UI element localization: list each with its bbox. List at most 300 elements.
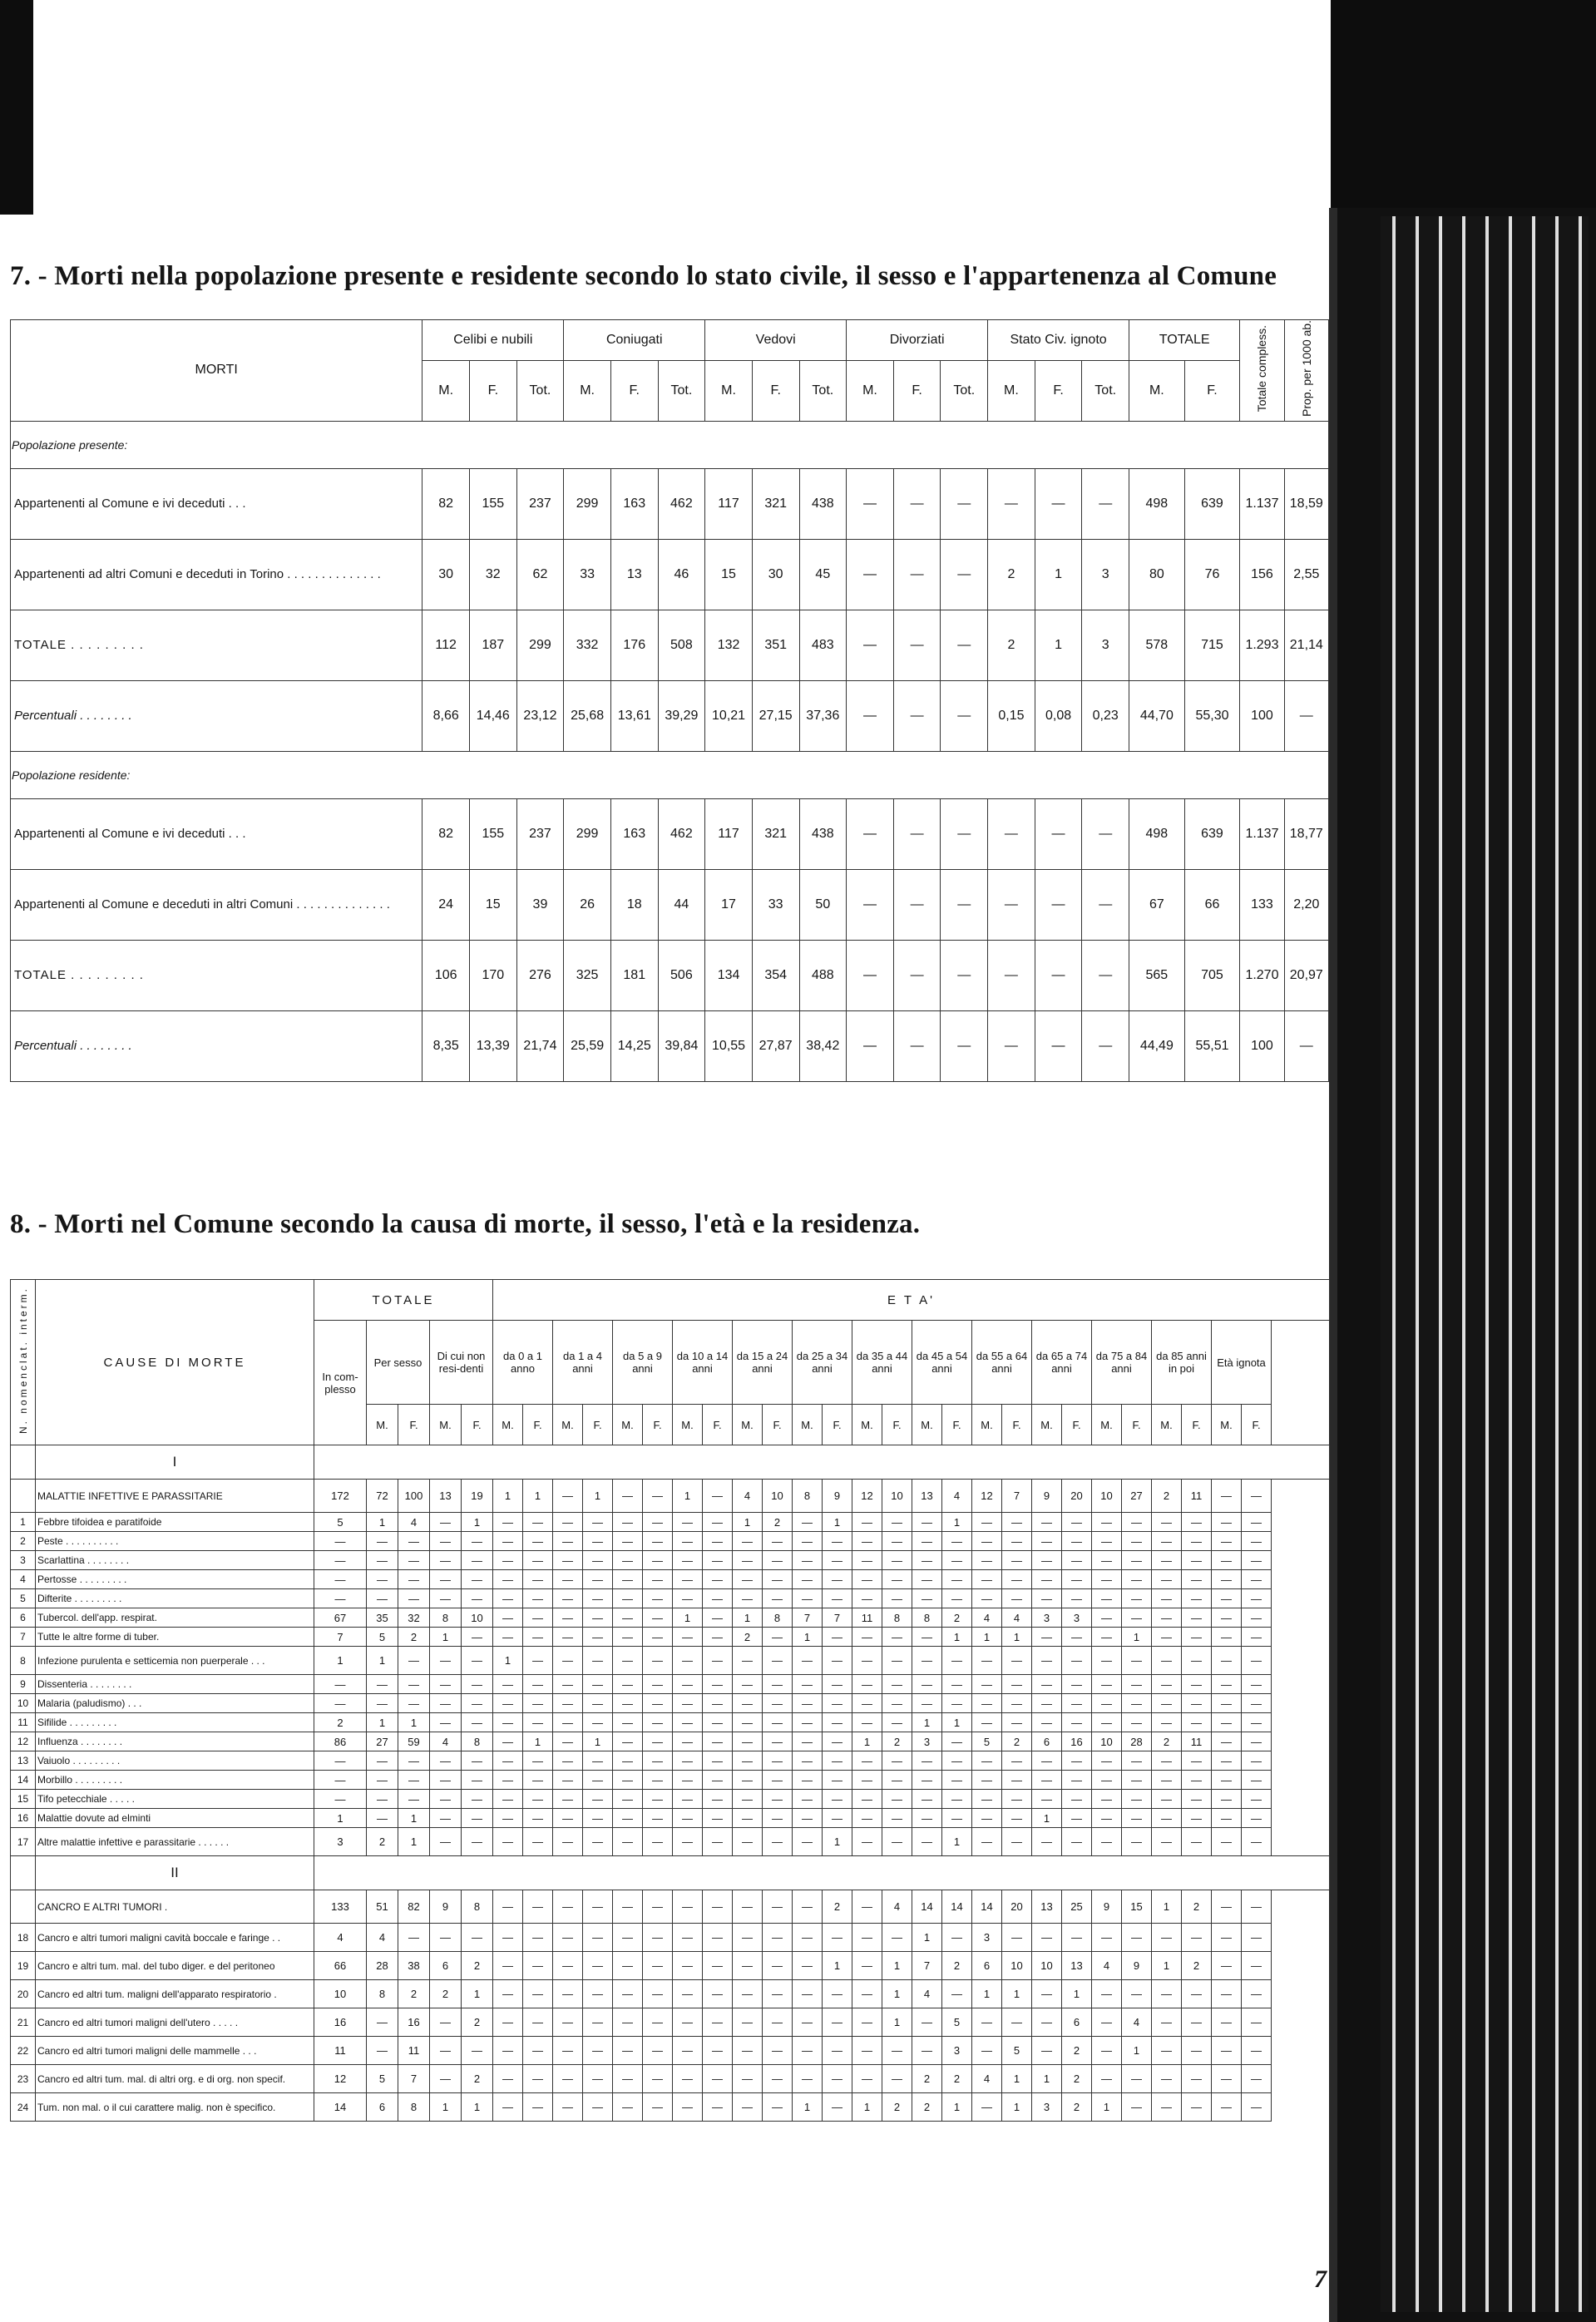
value-cell: 8 (462, 1732, 493, 1751)
column-group-header: Vedovi (705, 320, 847, 361)
value-cell: — (942, 1790, 972, 1809)
value-cell: — (398, 1694, 430, 1713)
page-edge (1329, 208, 1337, 2322)
value-cell: 4 (942, 1480, 972, 1513)
value-cell: — (882, 1924, 912, 1952)
value-cell: 1 (912, 1924, 942, 1952)
value-cell: — (972, 2037, 1002, 2065)
value-cell: — (462, 1924, 493, 1952)
value-cell: — (462, 1532, 493, 1551)
value-cell: 2 (733, 1628, 763, 1647)
value-cell: 1 (367, 1713, 398, 1732)
row-label: Percentuali . . . . . . . . (11, 1010, 422, 1081)
value-cell: 8,66 (422, 680, 470, 751)
value-cell: 321 (752, 468, 799, 539)
value-cell: — (1212, 1532, 1242, 1551)
value-cell: 55,30 (1184, 680, 1240, 751)
table-row (11, 1647, 1330, 1675)
value-cell: 82 (422, 468, 470, 539)
column-header-f: F. (398, 1405, 430, 1445)
value-cell: — (852, 1809, 882, 1828)
total-cell: 4 (314, 1924, 367, 1952)
value-cell: 2 (763, 1513, 793, 1532)
value-cell: — (893, 539, 941, 610)
value-cell: — (1032, 1751, 1062, 1771)
total-cell: 3 (314, 1828, 367, 1856)
value-cell: — (613, 1828, 643, 1856)
value-cell: — (733, 1570, 763, 1589)
column-subheader: F. (1035, 361, 1082, 422)
value-cell: — (1032, 1551, 1062, 1570)
value-cell: — (1092, 1532, 1122, 1551)
value-cell: 8 (793, 1480, 823, 1513)
value-cell: — (1182, 1532, 1212, 1551)
value-cell: — (430, 1513, 462, 1532)
value-cell: — (430, 1647, 462, 1675)
value-cell: 3 (1082, 539, 1129, 610)
value-cell: — (823, 1980, 852, 2008)
value-cell: — (462, 1551, 493, 1570)
value-cell: 639 (1184, 798, 1240, 869)
value-cell: 1 (430, 1628, 462, 1647)
value-cell: — (553, 1890, 583, 1924)
value-cell: — (1082, 940, 1129, 1010)
table-row (11, 1628, 1330, 1647)
value-cell: — (1002, 1532, 1032, 1551)
value-cell: — (882, 1809, 912, 1828)
value-cell: — (493, 1628, 523, 1647)
value-cell: — (988, 1010, 1035, 1081)
value-cell: — (733, 1828, 763, 1856)
value-cell: 17 (705, 869, 753, 940)
value-cell: — (1082, 1010, 1129, 1081)
value-cell: — (553, 1790, 583, 1809)
value-cell: — (852, 1924, 882, 1952)
value-cell: — (493, 1532, 523, 1551)
value-cell: 14 (972, 1890, 1002, 1924)
value-cell: — (1182, 1551, 1212, 1570)
value-cell: — (673, 1771, 703, 1790)
value-cell: 44,49 (1129, 1010, 1185, 1081)
value-cell: — (673, 1713, 703, 1732)
value-cell: 1 (942, 2093, 972, 2122)
table-row (11, 1751, 1330, 1771)
value-cell: — (673, 1675, 703, 1694)
row-label: Tutte le altre forme di tuber. (36, 1628, 314, 1647)
row-number: 21 (11, 2008, 36, 2037)
value-cell: — (1152, 2093, 1182, 2122)
row-label: Influenza . . . . . . . . (36, 1732, 314, 1751)
value-cell: — (1212, 1675, 1242, 1694)
value-cell: — (1092, 1924, 1122, 1952)
value-cell: 1 (852, 2093, 882, 2122)
value-cell: — (1122, 1589, 1152, 1608)
group-row (11, 1856, 1330, 1890)
value-cell: — (1062, 1589, 1092, 1608)
value-cell: 3 (1032, 2093, 1062, 2122)
value-cell: 14 (942, 1890, 972, 1924)
value-cell: — (493, 1675, 523, 1694)
value-cell: 325 (564, 940, 611, 1010)
value-cell: — (852, 1570, 882, 1589)
section-row (11, 421, 1329, 468)
value-cell: — (430, 1694, 462, 1713)
value-cell: — (493, 1952, 523, 1980)
table-row (11, 869, 1329, 940)
column-header-m: M. (493, 1405, 523, 1445)
value-cell: — (553, 1952, 583, 1980)
value-cell: — (763, 2093, 793, 2122)
value-cell: — (673, 1790, 703, 1809)
value-cell: 66 (1184, 869, 1240, 940)
value-cell: — (793, 2008, 823, 2037)
value-cell: — (1182, 1751, 1212, 1771)
value-cell: — (1122, 1551, 1152, 1570)
value-cell: — (1002, 1790, 1032, 1809)
value-cell: — (673, 1532, 703, 1551)
value-cell: — (1212, 2093, 1242, 2122)
value-cell: 498 (1129, 468, 1185, 539)
value-cell: 438 (799, 468, 847, 539)
total-cell: 2 (314, 1713, 367, 1732)
value-cell: — (523, 1751, 553, 1771)
value-cell: — (1092, 2065, 1122, 2093)
value-cell: — (643, 1480, 673, 1513)
value-cell: — (763, 1551, 793, 1570)
value-cell: — (553, 1589, 583, 1608)
value-cell: 2 (462, 1952, 493, 1980)
value-cell: — (793, 2037, 823, 2065)
value-cell: — (1062, 1713, 1092, 1732)
value-cell: 2 (1062, 2037, 1092, 2065)
table-row (11, 1675, 1330, 1694)
total-cell: 5 (314, 1513, 367, 1532)
value-cell: 9 (430, 1890, 462, 1924)
value-cell: — (793, 1513, 823, 1532)
row-number: 17 (11, 1828, 36, 1856)
value-cell: 38 (398, 1952, 430, 1980)
value-cell: 18 (610, 869, 658, 940)
value-cell: — (673, 1513, 703, 1532)
column-header-f: F. (1182, 1405, 1212, 1445)
value-cell: — (823, 1628, 852, 1647)
value-cell: — (1122, 1771, 1152, 1790)
value-cell: — (523, 1790, 553, 1809)
value-cell: 35 (367, 1608, 398, 1628)
value-cell: 5 (942, 2008, 972, 2037)
value-cell: 1 (882, 1980, 912, 2008)
value-cell: — (523, 1828, 553, 1856)
column-header-f: F. (942, 1405, 972, 1445)
value-cell: — (972, 1771, 1002, 1790)
value-cell: 276 (516, 940, 564, 1010)
value-cell: — (583, 1628, 613, 1647)
value-cell: — (493, 2008, 523, 2037)
value-cell: — (763, 1952, 793, 1980)
row-label: CANCRO E ALTRI TUMORI . (36, 1890, 314, 1924)
value-cell: 2 (1062, 2093, 1092, 2122)
value-cell: — (583, 1771, 613, 1790)
value-cell: 14,46 (469, 680, 516, 751)
table-row (11, 539, 1329, 610)
value-cell: — (733, 1647, 763, 1675)
value-cell: — (912, 1570, 942, 1589)
total-cell: — (314, 1532, 367, 1551)
value-cell: — (763, 2008, 793, 2037)
value-cell: — (1062, 1751, 1092, 1771)
value-cell: — (613, 1647, 643, 1675)
value-cell: — (988, 940, 1035, 1010)
value-cell: — (793, 1924, 823, 1952)
value-cell: 1.270 (1240, 940, 1284, 1010)
row-label: Difterite . . . . . . . . . (36, 1589, 314, 1608)
value-cell: 2 (1062, 2065, 1092, 2093)
value-cell: 27 (1122, 1480, 1152, 1513)
value-cell: — (1152, 1675, 1182, 1694)
value-cell: — (1242, 1551, 1272, 1570)
row-label: TOTALE . . . . . . . . . (11, 610, 422, 680)
value-cell: 8 (398, 2093, 430, 2122)
column-header-age-group: da 65 a 74 anni (1032, 1321, 1092, 1405)
value-cell: — (703, 2093, 733, 2122)
table-row (11, 2037, 1330, 2065)
row-number: 24 (11, 2093, 36, 2122)
value-cell: — (1242, 1675, 1272, 1694)
row-number: 22 (11, 2037, 36, 2065)
value-cell: — (852, 1952, 882, 1980)
value-cell: — (583, 1589, 613, 1608)
value-cell: 10 (1032, 1952, 1062, 1980)
value-cell: — (972, 1551, 1002, 1570)
value-cell: — (583, 2008, 613, 2037)
column-header-age-group: da 25 a 34 anni (793, 1321, 852, 1405)
column-subheader: M. (847, 361, 894, 422)
value-cell: — (553, 1980, 583, 2008)
value-cell: 10 (763, 1480, 793, 1513)
value-cell: — (972, 2008, 1002, 2037)
total-cell: 10 (314, 1980, 367, 2008)
value-cell: — (398, 1790, 430, 1809)
value-cell: 1 (882, 1952, 912, 1980)
value-cell: — (673, 1924, 703, 1952)
column-header-prop (1284, 320, 1328, 422)
value-cell: — (643, 1589, 673, 1608)
value-cell: — (613, 2093, 643, 2122)
value-cell: — (703, 1532, 733, 1551)
table-row (11, 1890, 1330, 1924)
value-cell: — (1092, 1551, 1122, 1570)
total-cell: — (314, 1570, 367, 1589)
value-cell: — (523, 2093, 553, 2122)
value-cell: 0,23 (1082, 680, 1129, 751)
value-cell: — (823, 2008, 852, 2037)
value-cell: 1.137 (1240, 468, 1284, 539)
value-cell: — (1242, 1980, 1272, 2008)
value-cell: 2 (430, 1980, 462, 2008)
value-cell: — (398, 1589, 430, 1608)
value-cell: 11 (1182, 1480, 1212, 1513)
value-cell: 1 (673, 1480, 703, 1513)
value-cell: — (1242, 1828, 1272, 1856)
value-cell: — (1212, 1628, 1242, 1647)
value-cell: — (583, 1570, 613, 1589)
table8-title: 8. - Morti nel Comune secondo la causa di morte, il sesso, l'età e la residenza. (10, 1209, 921, 1239)
total-cell: 7 (314, 1628, 367, 1647)
row-number: 19 (11, 1952, 36, 1980)
value-cell: — (493, 2065, 523, 2093)
value-cell: — (367, 2037, 398, 2065)
total-cell: 1 (314, 1809, 367, 1828)
value-cell: — (1035, 940, 1082, 1010)
value-cell: — (583, 2065, 613, 2093)
value-cell: 4 (1122, 2008, 1152, 2037)
value-cell: — (398, 1570, 430, 1589)
value-cell: — (847, 680, 894, 751)
total-cell: — (314, 1694, 367, 1713)
value-cell: 155 (469, 798, 516, 869)
value-cell: — (703, 1675, 733, 1694)
value-cell: — (583, 1647, 613, 1675)
value-cell: 39,84 (658, 1010, 705, 1081)
value-cell: — (1002, 1589, 1032, 1608)
value-cell: — (1092, 1790, 1122, 1809)
value-cell: — (1212, 1570, 1242, 1589)
value-cell: 1 (793, 1628, 823, 1647)
value-cell: 237 (516, 798, 564, 869)
value-cell: — (793, 1694, 823, 1713)
value-cell: — (1092, 1608, 1122, 1628)
column-header-f: F. (462, 1405, 493, 1445)
value-cell: 578 (1129, 610, 1185, 680)
value-cell: — (972, 1589, 1002, 1608)
value-cell: 1 (972, 1628, 1002, 1647)
value-cell: — (493, 2093, 523, 2122)
value-cell: — (1212, 1551, 1242, 1570)
value-cell: — (703, 1589, 733, 1608)
column-subheader: F. (469, 361, 516, 422)
value-cell: 18,59 (1284, 468, 1328, 539)
value-cell: — (1032, 1647, 1062, 1675)
table8 (10, 1279, 1330, 2122)
value-cell: — (613, 1551, 643, 1570)
value-cell: — (553, 1924, 583, 1952)
value-cell: 1 (398, 1828, 430, 1856)
row-number: 2 (11, 1532, 36, 1551)
value-cell: 25,59 (564, 1010, 611, 1081)
value-cell: — (1062, 1809, 1092, 1828)
value-cell: — (613, 1513, 643, 1532)
value-cell: — (793, 1570, 823, 1589)
value-cell: — (763, 1628, 793, 1647)
value-cell: — (912, 1513, 942, 1532)
value-cell: — (733, 1732, 763, 1751)
value-cell: — (823, 1647, 852, 1675)
value-cell: — (1092, 1589, 1122, 1608)
value-cell: — (1062, 1694, 1092, 1713)
value-cell: 51 (367, 1890, 398, 1924)
column-header-age-group: da 75 a 84 anni (1092, 1321, 1152, 1405)
value-cell: — (852, 1532, 882, 1551)
value-cell: — (613, 1732, 643, 1751)
value-cell: 1 (942, 1513, 972, 1532)
value-cell: — (367, 1809, 398, 1828)
value-cell: 2 (462, 2008, 493, 2037)
value-cell: — (823, 1675, 852, 1694)
value-cell: — (847, 798, 894, 869)
value-cell: — (1002, 2008, 1032, 2037)
column-subheader: Tot. (516, 361, 564, 422)
value-cell: — (673, 2065, 703, 2093)
value-cell: — (613, 1675, 643, 1694)
column-header-m: M. (1032, 1405, 1062, 1445)
value-cell: — (1002, 1694, 1032, 1713)
value-cell: — (942, 1694, 972, 1713)
value-cell: 10 (1092, 1480, 1122, 1513)
value-cell: 117 (705, 468, 753, 539)
value-cell: 13,39 (469, 1010, 516, 1081)
value-cell: 25,68 (564, 680, 611, 751)
table-row (11, 1570, 1330, 1589)
value-cell: 23,12 (516, 680, 564, 751)
value-cell: 2 (823, 1890, 852, 1924)
value-cell: 1 (1002, 2065, 1032, 2093)
column-header-age-group: da 55 a 64 anni (972, 1321, 1032, 1405)
row-number: 12 (11, 1732, 36, 1751)
value-cell: — (703, 2065, 733, 2093)
value-cell: — (733, 1809, 763, 1828)
page-stack-edges (1381, 216, 1589, 2312)
value-cell: — (1122, 1513, 1152, 1532)
value-cell: — (1212, 1513, 1242, 1532)
value-cell: — (553, 1647, 583, 1675)
value-cell: — (852, 2065, 882, 2093)
value-cell: — (493, 1551, 523, 1570)
value-cell: — (613, 1694, 643, 1713)
column-header-age-group: Età ignota (1212, 1321, 1272, 1405)
value-cell: — (793, 1952, 823, 1980)
value-cell: 4 (912, 1980, 942, 2008)
value-cell: 1 (793, 2093, 823, 2122)
value-cell: — (673, 1551, 703, 1570)
value-cell: 1.293 (1240, 610, 1284, 680)
value-cell: — (1032, 1532, 1062, 1551)
value-cell: — (462, 1751, 493, 1771)
value-cell: — (430, 2065, 462, 2093)
value-cell: — (972, 1675, 1002, 1694)
value-cell: — (763, 1771, 793, 1790)
value-cell: — (553, 1628, 583, 1647)
value-cell: — (1122, 2065, 1152, 2093)
value-cell: 28 (1122, 1732, 1152, 1751)
value-cell: — (493, 1890, 523, 1924)
value-cell: — (703, 1647, 733, 1675)
value-cell: — (1032, 1570, 1062, 1589)
value-cell: — (523, 1608, 553, 1628)
value-cell: — (852, 1513, 882, 1532)
value-cell: — (882, 1513, 912, 1532)
value-cell: — (1242, 1694, 1272, 1713)
value-cell: — (1092, 1570, 1122, 1589)
value-cell: — (1242, 1570, 1272, 1589)
value-cell: — (1032, 1924, 1062, 1952)
prop-label: Prop. per 1000 ab. (1299, 320, 1313, 417)
value-cell: — (1182, 1647, 1212, 1675)
value-cell: 181 (610, 940, 658, 1010)
value-cell: 3 (942, 2037, 972, 2065)
value-cell: — (673, 2037, 703, 2065)
value-cell: 5 (367, 2065, 398, 2093)
value-cell: 9 (1092, 1890, 1122, 1924)
